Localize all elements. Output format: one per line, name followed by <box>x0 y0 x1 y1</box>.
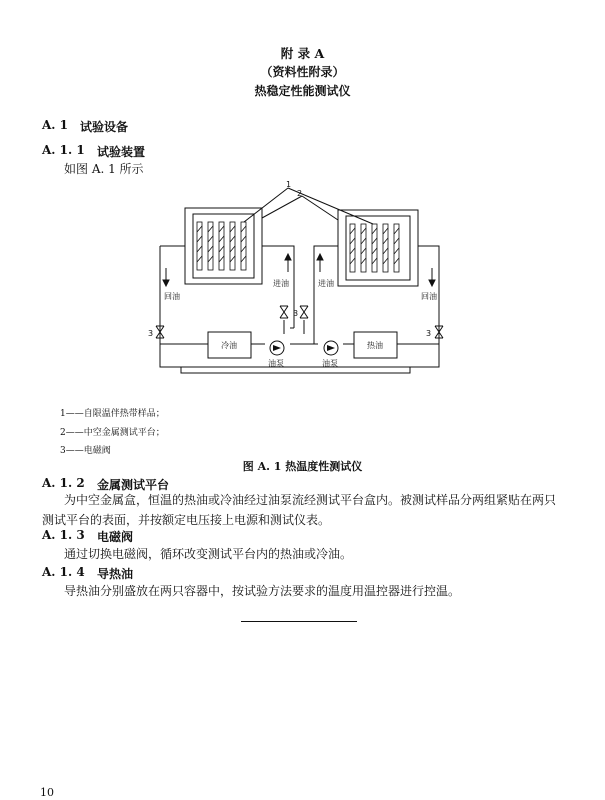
section-a12-number: A. 1. 2 <box>42 476 85 490</box>
section-a14-title: 导热油 <box>97 567 134 581</box>
label-inlet-right: 进油 <box>318 279 334 288</box>
appendix-heading: 附 录 A <box>280 46 325 61</box>
section-a14-number: A. 1. 4 <box>42 565 85 579</box>
label-hot-oil: 热油 <box>367 341 383 350</box>
legend-item-1: 1——自限温伴热带样品； <box>60 409 165 419</box>
label-valve-mid: 3 <box>293 309 299 318</box>
section-a13-number: A. 1. 3 <box>42 528 85 542</box>
callout-leaders <box>244 188 373 224</box>
section-a11-body: 如图 A. 1 所示 <box>64 162 144 176</box>
section-a13-body: 通过切换电磁阀，循环改变测试平台内的热油或冷油。 <box>64 547 353 561</box>
right-specimens <box>350 224 399 272</box>
label-return-right: 回油 <box>421 292 437 301</box>
section-a13-title: 电磁阀 <box>97 530 134 544</box>
inner-loop <box>181 367 410 373</box>
label-cold-oil: 冷油 <box>221 341 237 350</box>
label-valve-left: 3 <box>148 329 154 338</box>
section-a11-number: A. 1. 1 <box>42 143 85 157</box>
section-a1-title: 试验设备 <box>80 120 129 134</box>
appendix-title: 热稳定性能测试仪 <box>254 84 351 98</box>
pump-marks <box>273 345 335 351</box>
label-pump-left: 油泵 <box>268 359 284 368</box>
section-a11-title: 试验装置 <box>97 145 146 159</box>
manifold-links <box>290 328 314 344</box>
legend-item-3: 3——电磁阀 <box>60 446 111 456</box>
figure-caption: 图 A. 1 热温度性测试仪 <box>242 460 363 473</box>
legend-item-2: 2——中空金属测试平台； <box>60 428 165 438</box>
label-valve-right: 3 <box>426 329 432 338</box>
test-apparatus-diagram <box>140 180 470 395</box>
section-a1-number: A. 1 <box>42 118 69 132</box>
page-number: 10 <box>40 786 54 799</box>
end-rule <box>241 621 357 622</box>
callout-1: 1 <box>286 180 292 189</box>
section-a12-body: 为中空金属盒，恒温的热油或冷油经过油泵流经测试平台盒内。被测试样品分两组紧贴在两只测试平台的表面，并按额定电压接上电源和测试仪表。 <box>42 493 557 527</box>
callout-2: 2 <box>297 189 303 198</box>
section-a12-title: 金属测试平台 <box>97 478 170 492</box>
right-platform-inner <box>346 216 410 280</box>
label-pump-right: 油泵 <box>322 359 338 368</box>
appendix-nature: （资料性附录） <box>260 65 345 79</box>
solenoid-valves <box>156 306 443 338</box>
left-specimens <box>197 222 246 270</box>
section-a14-body: 导热油分别盛放在两只容器中，按试验方法要求的温度用温控器进行控温。 <box>64 584 461 598</box>
label-return-left: 回油 <box>164 292 180 301</box>
label-inlet-left: 进油 <box>273 279 289 288</box>
